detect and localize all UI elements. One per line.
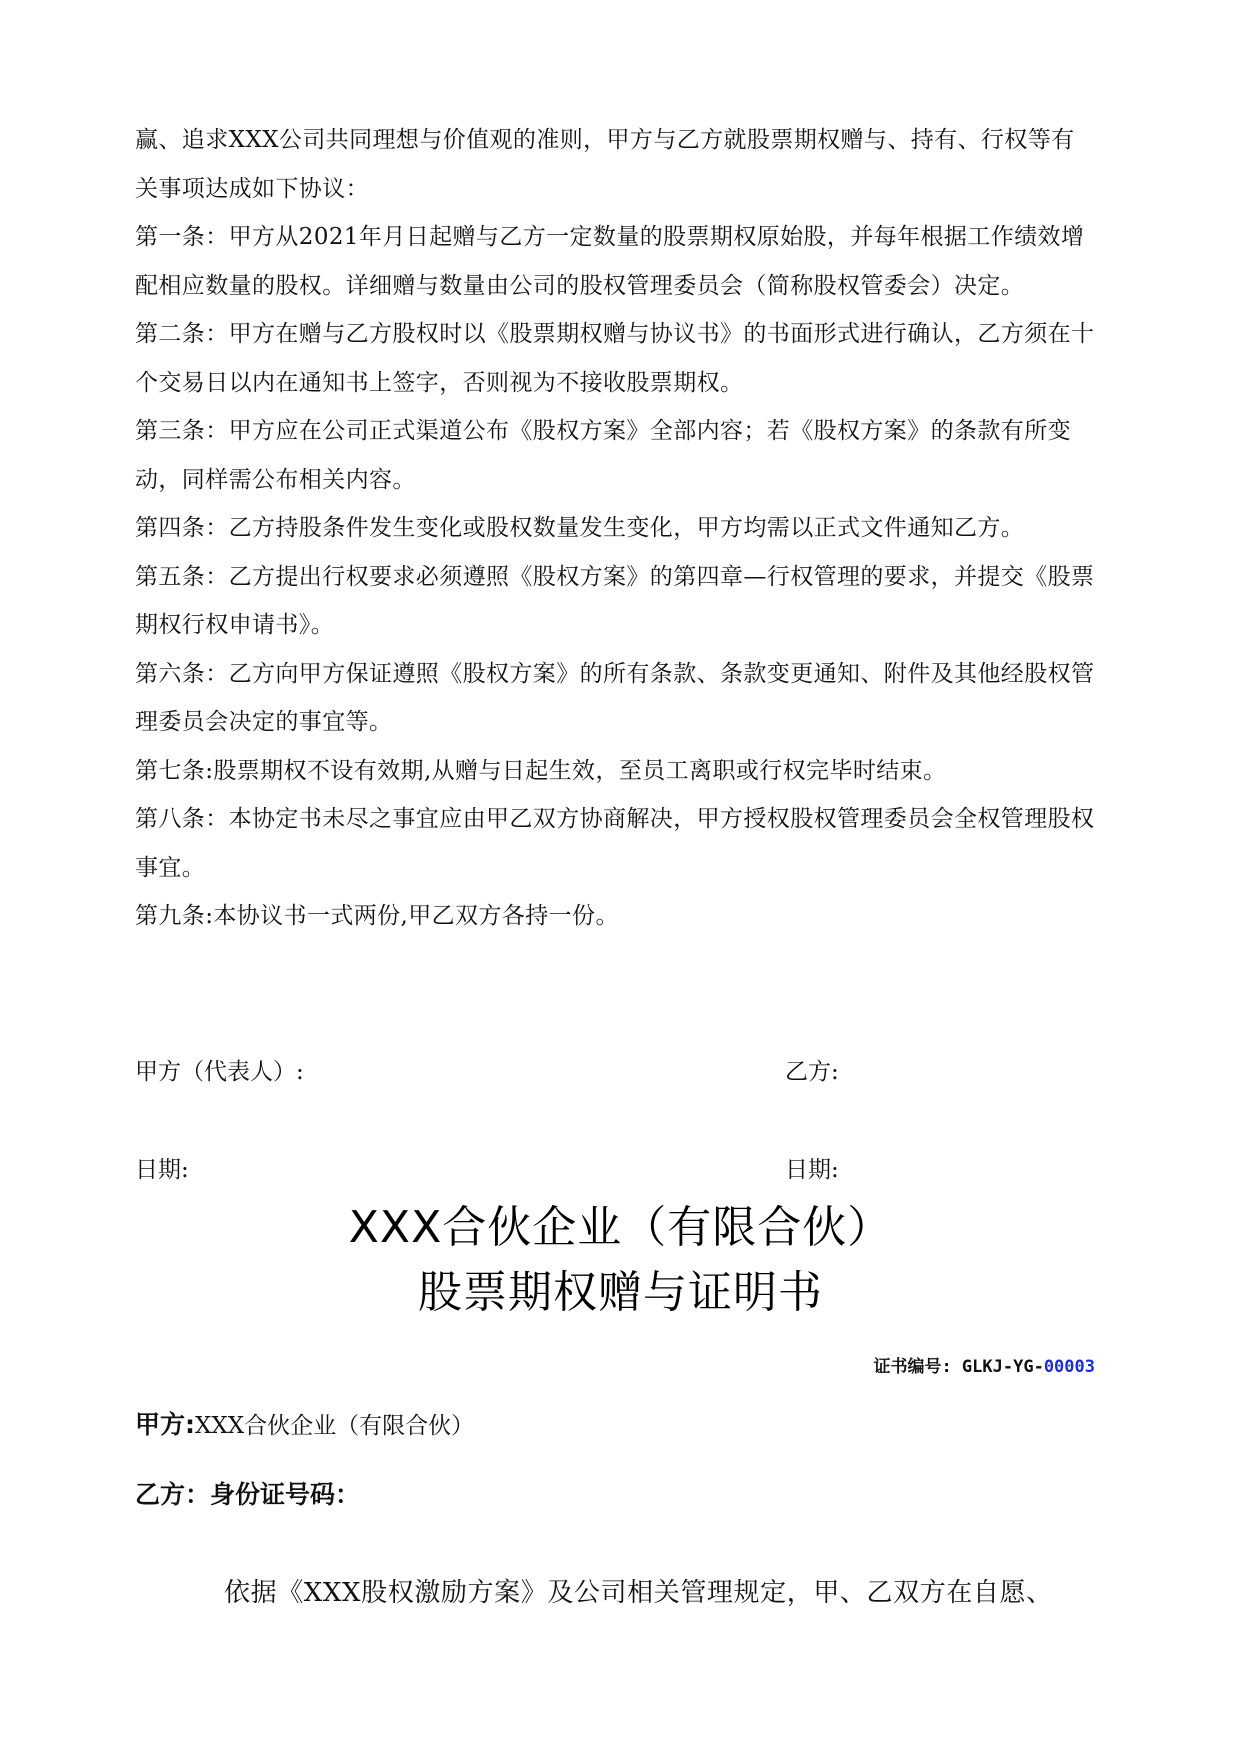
clause-4: 第四条：乙方持股条件发生变化或股权数量发生变化，甲方均需以正式文件通知乙方。	[135, 515, 1025, 541]
clause-5: 第五条：乙方提出行权要求必须遵照《股权方案》的第四章—行权管理的要求，并提交《股票期权行权申请书》。	[135, 563, 1095, 638]
party-b-signature-label: 乙方:	[785, 1059, 839, 1085]
party-a-value: XXX合伙企业（有限合伙）	[195, 1413, 475, 1439]
certificate-number-label: 证书编号: GLKJ-YG-	[873, 1357, 1044, 1377]
clause-9: 第九条:本协议书一式两份,甲乙双方各持一份。	[135, 903, 619, 929]
party-b-label: 乙方：身份证号码：	[135, 1480, 361, 1509]
certificate-title-line2: 股票期权赠与证明书	[418, 1267, 823, 1318]
certificate-intro: 依据《XXX股权激励方案》及公司相关管理规定，甲、乙双方在自愿、	[224, 1578, 1053, 1608]
certificate-title-line1: XXX合伙企业（有限合伙）	[348, 1202, 893, 1253]
agreement-body	[135, 116, 1095, 941]
agreement-intro: 赢、追求XXX公司共同理想与价值观的准则，甲方与乙方就股票期权赠与、持有、行权等有关事项达成如下协议：	[135, 127, 1075, 202]
clause-3: 第三条：甲方应在公司正式渠道公布《股权方案》全部内容；若《股权方案》的条款有所变动，同样需公布相关内容。	[135, 418, 1071, 493]
clause-1: 第一条：甲方从2021年月日起赠与乙方一定数量的股票期权原始股，并每年根据工作绩效增配相应数量的股权。详细赠与数量由公司的股权管理委员会（简称股权管委会）决定。	[135, 224, 1085, 299]
party-a-label: 甲方:	[135, 1410, 195, 1439]
party-b-date-label: 日期:	[785, 1157, 839, 1183]
clause-7: 第七条:股票期权不设有效期,从赠与日起生效，至员工离职或行权完毕时结束。	[135, 757, 947, 784]
certificate-number	[873, 1355, 1095, 1379]
clause-6: 第六条：乙方向甲方保证遵照《股权方案》的所有条款、条款变更通知、附件及其他经股权管理委员会决定的事宜等。	[135, 660, 1095, 735]
clause-2: 第二条：甲方在赠与乙方股权时以《股票期权赠与协议书》的书面形式进行确认，乙方须在十个交易日以内在通知书上签字，否则视为不接收股票期权。	[135, 321, 1095, 396]
party-a-date-label: 日期:	[135, 1157, 189, 1183]
party-b-line	[135, 1478, 360, 1513]
party-a-signature-label: 甲方（代表人）:	[135, 1059, 304, 1085]
clause-8: 第八条：本协定书未尽之事宜应由甲乙双方协商解决，甲方授权股权管理委员会全权管理股权事宜。	[135, 806, 1095, 881]
certificate-number-value: 00003	[1043, 1357, 1095, 1377]
party-a-line	[135, 1408, 474, 1443]
